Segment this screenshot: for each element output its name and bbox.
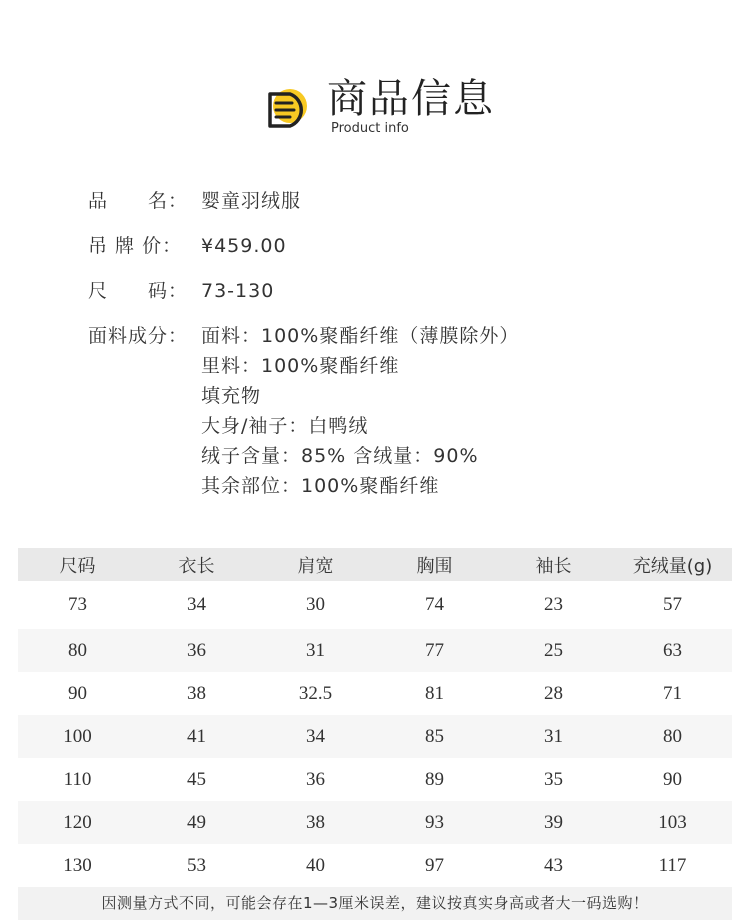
table-row [18, 672, 732, 715]
info-value-price: ¥459.00 [201, 235, 287, 257]
table-cell: 103 [658, 811, 687, 833]
table-cell: 40 [306, 854, 325, 876]
table-cell: 31 [544, 725, 563, 747]
table-cell: 97 [425, 854, 444, 876]
column-header: 袖长 [535, 555, 572, 577]
table-cell: 36 [306, 768, 325, 790]
page-title: 商品信息 [327, 76, 495, 122]
table-cell: 74 [425, 594, 444, 615]
table-cell: 120 [63, 811, 92, 833]
info-label-size: 尺 码： [88, 280, 189, 302]
info-row-price [88, 231, 728, 276]
table-cell: 34 [187, 594, 206, 615]
table-cell: 73 [68, 594, 87, 615]
material-line: 绒子含量：85% 含绒量：90% [201, 445, 479, 467]
document-list-icon [262, 86, 312, 130]
table-cell: 130 [63, 854, 92, 876]
table-cell: 85 [425, 725, 444, 747]
table-cell: 71 [663, 682, 682, 704]
column-header: 肩宽 [297, 555, 334, 577]
table-header [18, 548, 732, 581]
page-subtitle: Product info [331, 121, 409, 136]
table-cell: 43 [544, 854, 563, 876]
table-cell: 80 [68, 639, 87, 661]
table-cell: 89 [425, 768, 444, 790]
table-cell: 81 [425, 682, 444, 704]
info-label-name: 品 名： [88, 190, 189, 212]
column-header: 衣长 [178, 555, 215, 577]
material-line: 其余部位：100%聚酯纤维 [201, 475, 440, 497]
material-line: 填充物 [201, 385, 262, 407]
table-cell: 80 [663, 725, 682, 747]
table-cell: 25 [544, 639, 563, 661]
table-cell: 93 [425, 811, 444, 833]
info-label-material: 面料成分： [88, 325, 189, 347]
material-line: 面料：100%聚酯纤维（薄膜除外） [201, 325, 520, 347]
info-row-name [88, 186, 728, 231]
table-cell: 36 [187, 639, 206, 661]
table-row [18, 581, 732, 629]
table-cell: 30 [306, 594, 325, 615]
table-cell: 45 [187, 768, 206, 790]
table-cell: 63 [663, 639, 682, 661]
table-cell: 90 [68, 682, 87, 704]
table-cell: 28 [544, 682, 563, 704]
product-info [88, 186, 728, 501]
header [0, 70, 750, 140]
table-cell: 49 [187, 811, 206, 833]
info-row-material [88, 321, 728, 501]
table-cell: 38 [187, 682, 206, 704]
table-cell: 38 [306, 811, 325, 833]
table-cell: 57 [663, 594, 682, 615]
info-row-size [88, 276, 728, 321]
table-cell: 34 [306, 725, 325, 747]
info-value-size: 73-130 [201, 280, 275, 302]
table-row [18, 801, 732, 844]
measurement-note: 因测量方式不同，可能会存在1—3厘米误差，建议按真实身高或者大一码选购！ [18, 887, 732, 920]
material-lines [201, 321, 519, 501]
table-row [18, 844, 732, 887]
table-cell: 23 [544, 594, 563, 615]
size-table [18, 548, 732, 887]
table-cell: 90 [663, 768, 682, 790]
table-row [18, 715, 732, 758]
info-value-name: 婴童羽绒服 [201, 190, 302, 212]
table-cell: 31 [306, 639, 325, 661]
column-header: 尺码 [59, 555, 96, 577]
material-line: 里料：100%聚酯纤维 [201, 355, 400, 377]
material-line: 大身/袖子：白鸭绒 [201, 415, 369, 437]
column-header: 胸围 [416, 555, 453, 577]
table-cell: 53 [187, 854, 206, 876]
table-cell: 39 [544, 811, 563, 833]
column-header: 充绒量(g) [632, 555, 713, 577]
info-label-price: 吊 牌 价： [88, 235, 183, 257]
table-row [18, 629, 732, 672]
table-cell: 77 [425, 639, 444, 661]
table-cell: 35 [544, 768, 563, 790]
table-cell: 117 [658, 854, 687, 876]
table-cell: 32.5 [298, 682, 333, 704]
table-cell: 100 [63, 725, 92, 747]
table-cell: 110 [63, 768, 92, 790]
table-row [18, 758, 732, 801]
table-cell: 41 [187, 725, 206, 747]
